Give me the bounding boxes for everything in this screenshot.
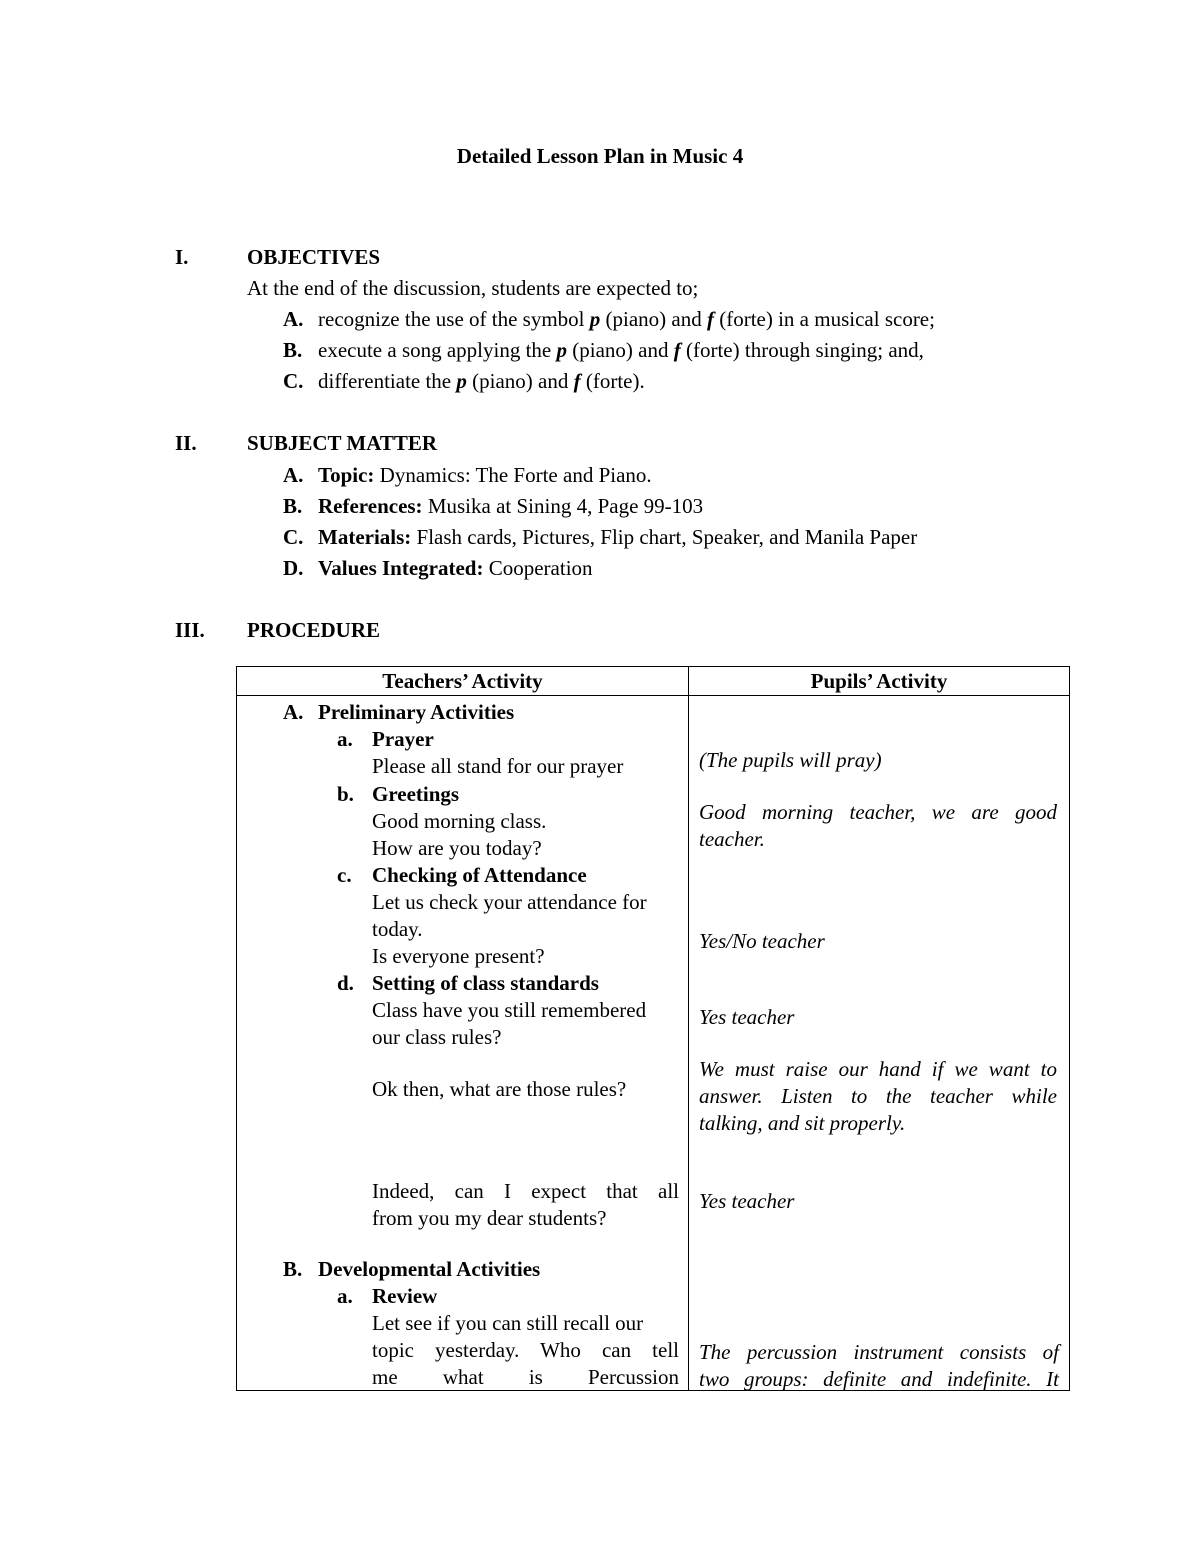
pupil-response: (The pupils will pray) [699,748,882,772]
pupil-response: talking, and sit properly. [699,1111,906,1135]
prelim-letter: A. [283,700,304,724]
piano-symbol: p [589,307,601,331]
review-title: Review [372,1284,438,1308]
attendance-text: Is everyone present? [372,944,545,968]
greet-title: Greetings [372,782,460,806]
review-text: topic yesterday. Who can tell [372,1338,679,1362]
item-value: Musika at Sining 4, Page 99-103 [422,494,704,518]
forte-symbol: f [673,338,681,362]
teachers-activity-cell [237,696,689,1391]
pupil-response: Yes teacher [699,1189,795,1213]
pupil-response: We must raise our hand if we want to [699,1057,1057,1081]
piano-symbol: p [556,338,568,362]
item-text: differentiate the [318,369,457,393]
attendance-title: Checking of Attendance [372,863,587,887]
item-label: Values Integrated: [318,556,484,580]
standards-text: from you my dear students? [372,1206,607,1230]
section-heading-objectives: OBJECTIVES [247,245,381,269]
greet-letter: b. [337,782,354,806]
objective-item [283,307,935,332]
section-number-procedure: III. [175,618,205,642]
subject-item [283,463,652,488]
pupil-response: Yes/No teacher [699,929,825,953]
pupil-response: two groups: definite and indefinite. It [699,1367,1059,1390]
objective-item [283,338,924,363]
section-number-objectives: I. [175,245,189,269]
attendance-letter: c. [337,863,352,887]
item-text: (piano) and [567,338,674,362]
item-value: Dynamics: The Forte and Piano. [374,463,652,487]
review-text: Let see if you can still recall our [372,1311,644,1335]
item-letter: D. [283,556,304,580]
item-letter: C. [283,369,304,393]
subject-item [283,494,703,519]
subject-item [283,525,917,550]
piano-symbol: p [456,369,467,393]
pupil-response: Yes teacher [699,1005,795,1029]
teachers-activity-header: Teachers’ Activity [237,667,689,696]
item-text: (forte). [580,369,645,393]
item-letter: B. [283,338,303,362]
pupils-activity-cell [689,696,1070,1391]
item-text: (forte) in a musical score; [713,307,935,331]
item-letter: B. [283,494,303,518]
standards-text: our class rules? [372,1025,502,1049]
item-label: Materials: [318,525,412,549]
prayer-text: Please all stand for our prayer [372,754,624,778]
prelim-title: Preliminary Activities [318,700,515,724]
pupil-response: teacher. [699,827,765,851]
prayer-letter: a. [337,727,353,751]
item-text: (forte) through singing; and, [680,338,924,362]
section-heading-subject-matter: SUBJECT MATTER [247,431,438,455]
pupil-response: answer. Listen to the teacher while [699,1084,1057,1108]
page-title: Detailed Lesson Plan in Music 4 [456,144,744,168]
forte-symbol: f [573,369,581,393]
attendance-text: Let us check your attendance for [372,890,647,914]
pupil-response: Good morning teacher, we are good [699,800,1057,824]
item-text: (piano) and [600,307,707,331]
item-text: recognize the use of the symbol [318,307,590,331]
greet-text: Good morning class. [372,809,547,833]
item-value: Cooperation [483,556,593,580]
standards-text: Ok then, what are those rules? [372,1077,627,1101]
item-text: execute a song applying the [318,338,557,362]
prayer-title: Prayer [372,727,434,751]
standards-text: Class have you still remembered [372,998,647,1022]
pupil-response: The percussion instrument consists of [699,1340,1059,1364]
objective-item [283,369,645,394]
greet-text: How are you today? [372,836,542,860]
review-text: me what is Percussion [372,1365,679,1389]
table-header-row [237,667,1070,696]
subject-item [283,556,593,581]
item-letter: A. [283,307,304,331]
table-row [237,696,1070,1391]
review-letter: a. [337,1284,353,1308]
pupils-activity-header: Pupils’ Activity [689,667,1070,696]
dev-letter: B. [283,1257,303,1281]
item-label: References: [318,494,423,518]
attendance-text: today. [372,917,423,941]
section-heading-procedure: PROCEDURE [247,618,381,642]
item-letter: C. [283,525,304,549]
item-label: Topic: [318,463,375,487]
item-value: Flash cards, Pictures, Flip chart, Speaker, and Manila Paper [411,525,918,549]
standards-title: Setting of class standards [372,971,599,995]
procedure-table [236,666,1070,1391]
item-text: (piano) and [466,369,574,393]
section-number-subject-matter: II. [175,431,197,455]
standards-letter: d. [337,971,354,995]
standards-text: Indeed, can I expect that all [372,1179,679,1203]
item-letter: A. [283,463,304,487]
forte-symbol: f [706,307,714,331]
objectives-intro: At the end of the discussion, students are expected to; [247,276,699,300]
dev-title: Developmental Activities [318,1257,541,1281]
